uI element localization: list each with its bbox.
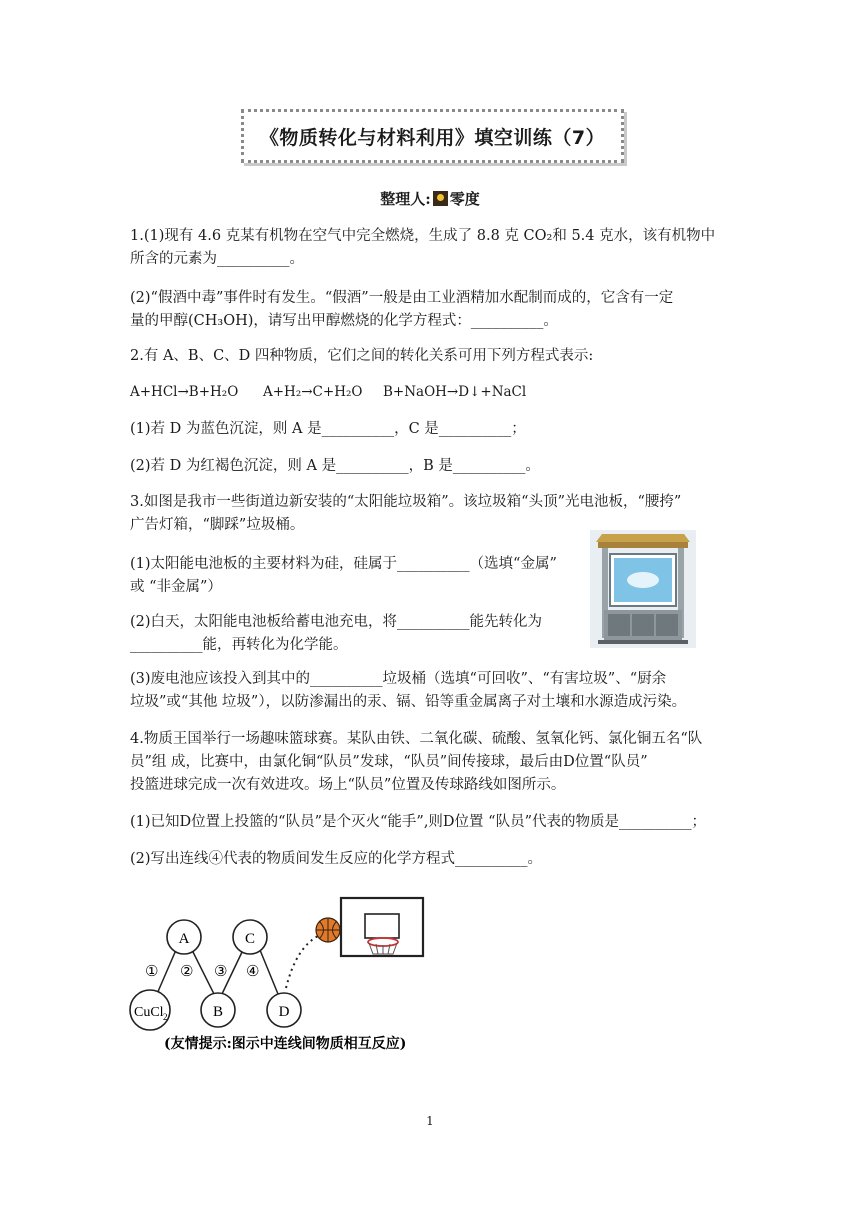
q3-line-1: 3.如图是我市一些街道边新安装的“太阳能垃圾箱”。该垃圾箱“头顶”光电池板，“腰挎” bbox=[130, 494, 682, 510]
svg-text:D: D bbox=[278, 1004, 290, 1020]
q3-line-3: (1)太阳能电池板的主要材料为硅，硅属于__________（选填“金属” bbox=[130, 556, 557, 572]
figure-caption: (友情提示:图示中连线间物质相互反应) bbox=[164, 1036, 407, 1052]
q3-line-4: 或 “非金属”） bbox=[130, 579, 222, 595]
q4-line-3: 投篮进球完成一次有效进攻。场上“队员”位置及传球路线如图所示。 bbox=[130, 777, 566, 793]
author-label: 整理人: bbox=[380, 190, 431, 208]
document-title: 《物质转化与材料利用》填空训练（7） bbox=[259, 126, 606, 149]
node-b bbox=[201, 993, 235, 1027]
author-line bbox=[0, 188, 860, 209]
q2-line-1: 2.有 A、B、C、D 四种物质，它们之间的转化关系可用下列方程式表示: bbox=[130, 348, 594, 364]
q2-eq-3: B+NaOH→D↓+NaCl bbox=[383, 384, 527, 400]
link-label-1: ① bbox=[145, 962, 159, 980]
q2-eq-1: A+HCl→B+H₂O bbox=[130, 384, 239, 400]
q4-line-5: (2)写出连线④代表的物质间发生反应的化学方程式__________。 bbox=[130, 851, 543, 867]
q1-line-1: 1.(1)现有 4.6 克某有机物在空气中完全燃烧，生成了 8.8 克 CO₂和 5.4 克水，该有机物中 bbox=[130, 228, 716, 244]
q1-line-3: (2)“假酒中毒”事件时有发生。“假酒”一般是由工业酒精加水配制而成的，它含有一定 bbox=[130, 290, 674, 306]
q4-line-4: (1)已知D位置上投篮的“队员”是个灭火“能手”,则D位置 “队员”代表的物质是__________； bbox=[130, 814, 706, 830]
q3-line-8: 垃圾”或“其他 垃圾”），以防渗漏出的汞、镉、铅等重金属离子对土壤和水源造成污染。 bbox=[130, 694, 687, 710]
link-line-4 bbox=[260, 950, 278, 994]
pass-dotted-path bbox=[286, 936, 318, 988]
q4-line-1: 4.物质王国举行一场趣味篮球赛。某队由铁、二氧化碳、硫酸、氢氧化钙、氯化铜五名“队 bbox=[130, 731, 703, 747]
sunset-icon bbox=[433, 191, 448, 206]
basketball-hoop-icon bbox=[341, 898, 423, 956]
q1-line-2: 所含的元素为__________。 bbox=[130, 251, 304, 267]
node-a bbox=[167, 920, 201, 954]
q4-line-2: 员”组 成，比赛中，由氯化铜“队员”发球，“队员”间传接球，最后由D位置“队员” bbox=[130, 754, 648, 770]
svg-text:B: B bbox=[212, 1004, 224, 1020]
q3-line-7: (3)废电池应该投入到其中的__________垃圾桶（选填“可回收”、“有害垃圾”、“厨余 bbox=[130, 671, 667, 687]
svg-text:2: 2 bbox=[163, 1012, 168, 1022]
q3-line-6: __________能，再转化为化学能。 bbox=[130, 637, 348, 653]
basketball-diagram bbox=[128, 892, 448, 1060]
svg-text:A: A bbox=[178, 931, 190, 947]
link-label-4: ④ bbox=[246, 962, 260, 980]
basketball-icon bbox=[316, 918, 340, 942]
page-number: 1 bbox=[426, 1114, 434, 1128]
q2-line-4: (2)若 D 为红褐色沉淀，则 A 是__________，B 是__________。 bbox=[130, 458, 540, 474]
node-c bbox=[233, 920, 267, 954]
q3-line-2: 广告灯箱，“脚踩”垃圾桶。 bbox=[130, 517, 305, 533]
link-label-2: ② bbox=[180, 962, 194, 980]
q2-line-3: (1)若 D 为蓝色沉淀，则 A 是__________，C 是__________； bbox=[130, 421, 526, 437]
node-cucl2 bbox=[130, 990, 170, 1030]
node-d bbox=[267, 993, 301, 1027]
q3-line-5: (2)白天，太阳能电池板给蓄电池充电，将__________能先转化为 bbox=[130, 614, 543, 630]
link-line-2 bbox=[192, 950, 214, 994]
q2-eq-2: A+H₂→C+H₂O bbox=[263, 384, 363, 400]
author-name: 零度 bbox=[449, 190, 480, 208]
q1-line-4: 量的甲醇(CH₃OH)，请写出甲醇燃烧的化学方程式：__________。 bbox=[130, 313, 558, 329]
title-box bbox=[241, 109, 624, 163]
solar-trash-bin-image bbox=[590, 530, 696, 648]
svg-text:CuCl: CuCl bbox=[134, 1005, 164, 1020]
link-label-3: ③ bbox=[214, 962, 228, 980]
svg-text:C: C bbox=[244, 931, 256, 947]
